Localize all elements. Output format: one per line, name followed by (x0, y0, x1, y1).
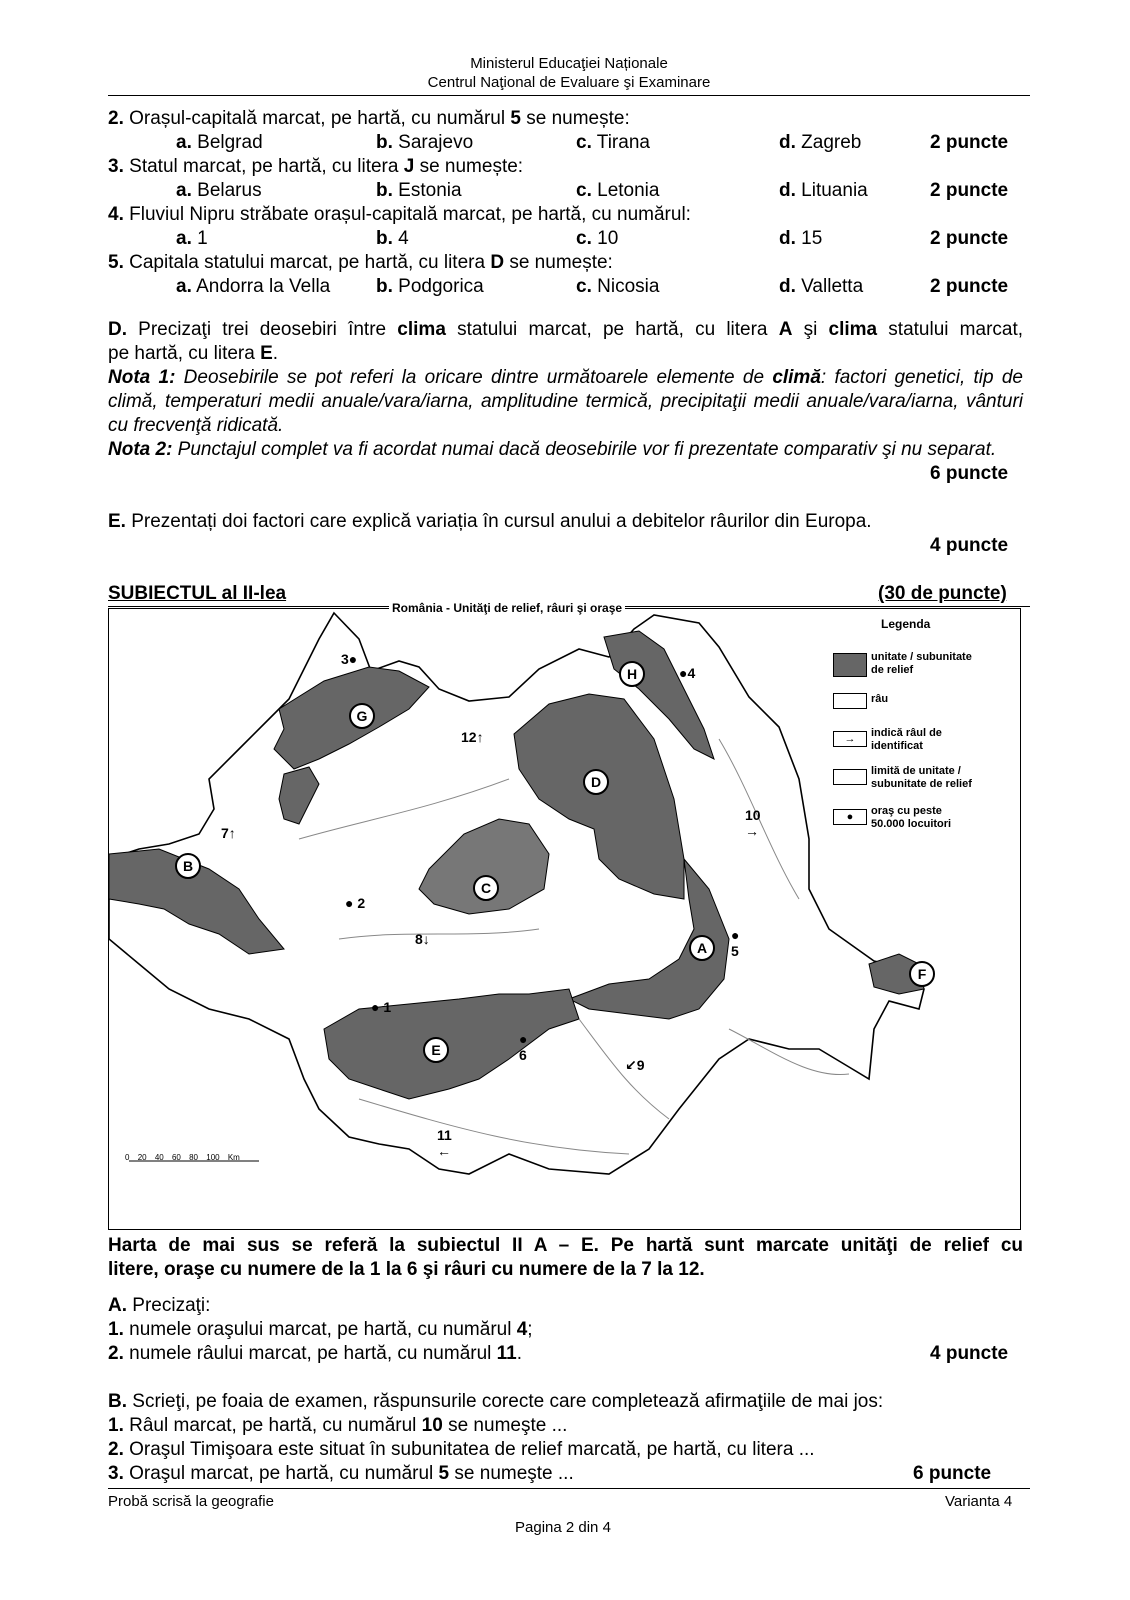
section-a-item-1: 1. numele oraşului marcat, pe hartă, cu numărul 4; (108, 1319, 533, 1340)
legend-relief-swatch (833, 653, 867, 677)
q5-option-c: c. Nicosia (576, 276, 660, 297)
legend-title: Legenda (881, 617, 931, 631)
q5-option-a: a. Andorra la Vella (176, 276, 331, 297)
river-line (339, 929, 539, 939)
question-4: 4. Fluviul Nipru străbate orașul-capitală marcat, pe hartă, cu numărul: (108, 204, 691, 225)
letter-marker-c: C (473, 875, 499, 901)
section-d-points: 6 puncte (930, 463, 1009, 484)
q2-option-c: c. Tirana (576, 132, 650, 153)
q5-option-d: d. Valletta (779, 276, 864, 297)
city-marker-5: ● 5 (731, 927, 740, 959)
section-e-points: 4 puncte (930, 535, 1009, 556)
romania-relief-map (108, 601, 1021, 1230)
footer-subject: Probă scrisă la geografie (108, 1493, 274, 1510)
q3-option-c: c. Letonia (576, 180, 660, 201)
scale-labels: 0 20 40 60 80 100 Km (125, 1153, 240, 1162)
letter-marker-h: H (619, 661, 645, 687)
q4-option-c: c. 10 (576, 228, 619, 249)
q4-points: 2 puncte (930, 228, 1009, 249)
letter-marker-b: B (175, 853, 201, 879)
river-marker-7: 7↑ (221, 825, 236, 841)
map-caption-line1: Harta de mai sus se referă la subiectul II A – E. Pe hartă sunt marcate unităţi de relief cu (108, 1235, 1023, 1256)
river-marker-8: 8↓ (415, 931, 430, 947)
question-2: 2. Orașul-capitală marcat, pe hartă, cu numărul 5 se numește: (108, 108, 630, 129)
page-header (108, 54, 1030, 92)
section-b-item-1: 1. Râul marcat, pe hartă, cu numărul 10 se numeşte ... (108, 1415, 568, 1436)
river-marker-11: 11 ← (437, 1127, 452, 1159)
q2-points: 2 puncte (930, 132, 1009, 153)
footer-page-number: Pagina 2 din 4 (515, 1519, 611, 1536)
q2-option-d: d. Zagreb (779, 132, 862, 153)
q3-points: 2 puncte (930, 180, 1009, 201)
map-caption-line2: litere, oraşe cu numere de la 1 la 6 şi râuri cu numere de la 7 la 12. (108, 1259, 705, 1280)
legend-river-swatch (833, 693, 867, 709)
question-5: 5. Capitala statului marcat, pe hartă, cu litera D se numește: (108, 252, 613, 273)
letter-marker-f: F (909, 961, 935, 987)
city-marker-3: 3● (341, 651, 358, 667)
section-b-item-3: 3. Oraşul marcat, pe hartă, cu numărul 5 se numeşte ... (108, 1463, 574, 1484)
city-marker-2: ● 2 (345, 895, 366, 911)
subiect-2-title: SUBIECTUL al II-lea (108, 583, 287, 604)
section-b-intro: B. Scrieţi, pe foaia de examen, răspunsurile corecte care completează afirmaţiile de mai jos: (108, 1391, 884, 1412)
legend-border-swatch (833, 769, 867, 785)
section-b-item-2: 2. Oraşul Timişoara este situat în subunitatea de relief marcată, pe hartă, cu litera ... (108, 1439, 815, 1460)
legend-arrow-swatch: → (833, 731, 867, 747)
section-a-intro: A. Precizaţi: (108, 1295, 211, 1316)
section-d-nota1: Nota 1: Deosebirile se pot referi la oricare dintre următoarele elemente de climă: factori genetici, tip de climă, temperaturi medii anuale/vara/iarna, amplitudine termică, precipitaţii medii anuale/vara/iarna, vânturi cu frecvenţă ridicată. (108, 367, 1023, 436)
section-d-nota2: Nota 2: Punctajul complet va fi acordat numai dacă deosebirile vor fi prezentate comparativ şi nu separat. (108, 439, 997, 460)
q3-option-b: b. Estonia (376, 180, 462, 201)
legend-arrow-label: indică râul de identificat (871, 727, 942, 752)
city-marker-1: ● 1 (371, 999, 392, 1015)
river-marker-10: 10 → (745, 807, 761, 839)
q2-option-a: a. Belgrad (176, 132, 263, 153)
river-marker-12: 12↑ (461, 729, 484, 745)
relief-unit-g2 (279, 767, 319, 824)
letter-marker-g: G (349, 703, 375, 729)
header-ministry: Ministerul Educaţiei Naționale (470, 55, 668, 72)
letter-marker-e: E (423, 1037, 449, 1063)
q2-option-b: b. Sarajevo (376, 132, 474, 153)
q3-option-a: a. Belarus (176, 180, 262, 201)
river-marker-9: ↙9 (625, 1057, 645, 1073)
river-line (359, 1099, 629, 1154)
header-center: Centrul Naţional de Evaluare şi Examinare (427, 74, 711, 91)
legend-river-label: râu (871, 693, 889, 705)
city-marker-4: ●4 (679, 665, 696, 681)
subiect-2-points: (30 de puncte) (878, 583, 1007, 604)
section-d-line1: D. Precizaţi trei deosebiri între clima statului marcat, pe hartă, cu litera A şi clima statului marcat, (108, 319, 1024, 340)
relief-unit-e (324, 989, 579, 1099)
map-title: România - Unităţi de relief, râuri şi oraşe (389, 601, 625, 615)
map-legend (829, 613, 1015, 853)
legend-city-swatch: ● (833, 809, 867, 825)
letter-marker-a: A (689, 935, 715, 961)
question-3: 3. Statul marcat, pe hartă, cu litera J se numește: (108, 156, 524, 177)
q4-option-b: b. 4 (376, 228, 409, 249)
river-line (579, 1019, 669, 1119)
section-a-points: 4 puncte (930, 1343, 1009, 1364)
letter-marker-d: D (583, 769, 609, 795)
q5-option-b: b. Podgorica (376, 276, 484, 297)
city-marker-6: ● 6 (519, 1031, 528, 1063)
q4-option-a: a. 1 (176, 228, 208, 249)
section-e: E. Prezentați doi factori care explică variația în cursul anului a debitelor râurilor din Europa. (108, 511, 872, 532)
q3-option-d: d. Lituania (779, 180, 868, 201)
section-b-points: 6 puncte (913, 1463, 992, 1484)
river-line (729, 1029, 849, 1075)
legend-relief-label: unitate / subunitate de relief (871, 651, 972, 676)
q4-option-d: d. 15 (779, 228, 823, 249)
footer-rule (108, 1488, 1030, 1489)
legend-border-label: limită de unitate / subunitate de relief (871, 765, 972, 790)
header-rule (108, 95, 1030, 96)
section-d-line2: pe hartă, cu litera E. (108, 343, 279, 364)
section-a-item-2: 2. numele râului marcat, pe hartă, cu numărul 11. (108, 1343, 523, 1364)
legend-city-label: oraş cu peste 50.000 locuitori (871, 805, 952, 830)
q5-points: 2 puncte (930, 276, 1009, 297)
footer-variant: Varianta 4 (945, 1493, 1013, 1510)
